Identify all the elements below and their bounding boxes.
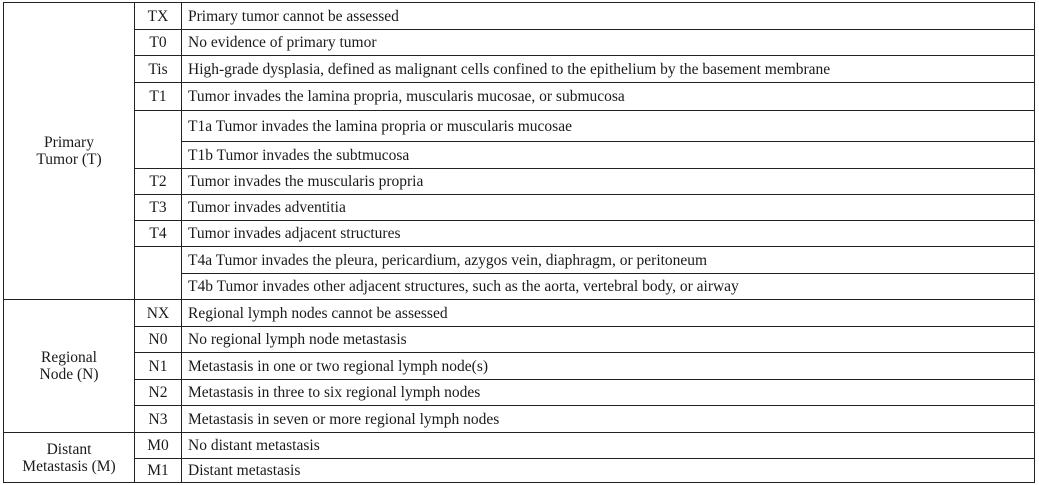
description-cell: Tumor invades adjacent structures xyxy=(182,221,1035,247)
description-cell: Metastasis in three to six regional lymph nodes xyxy=(182,380,1035,406)
description-cell: Tumor invades the muscularis propria xyxy=(182,169,1035,195)
table-row xyxy=(4,111,1035,142)
description-cell: High-grade dysplasia, defined as malignant cells confined to the epithelium by the basement membrane xyxy=(182,56,1035,83)
stage-code-cell: N2 xyxy=(135,380,182,406)
description-cell: T1a Tumor invades the lamina propria or muscularis mucosae xyxy=(182,111,1035,142)
table-row xyxy=(4,3,1035,30)
stage-code-cell: T4 xyxy=(135,221,182,247)
description-cell: Regional lymph nodes cannot be assessed xyxy=(182,300,1035,327)
description-cell: T4a Tumor invades the pleura, pericardium, azygos vein, diaphragm, or peritoneum xyxy=(182,247,1035,274)
empty-code-cell xyxy=(135,247,182,300)
empty-code-cell xyxy=(135,111,182,169)
stage-code-cell: T1 xyxy=(135,83,182,111)
table-row xyxy=(4,406,1035,433)
stage-code-cell: NX xyxy=(135,300,182,327)
table-row xyxy=(4,327,1035,353)
table-row xyxy=(4,300,1035,327)
stage-code-cell: TX xyxy=(135,3,182,30)
category-cell: Primary Tumor (T) xyxy=(4,3,135,300)
table-row xyxy=(4,247,1035,274)
description-cell: Metastasis in seven or more regional lymph nodes xyxy=(182,406,1035,433)
stage-code-cell: T0 xyxy=(135,30,182,56)
table-row xyxy=(4,380,1035,406)
tnm-staging-table xyxy=(3,2,1035,483)
table-row xyxy=(4,83,1035,111)
description-cell: No evidence of primary tumor xyxy=(182,30,1035,56)
description-cell: T4b Tumor invades other adjacent structures, such as the aorta, vertebral body, or airway xyxy=(182,274,1035,300)
table-row xyxy=(4,433,1035,459)
description-cell: Metastasis in one or two regional lymph node(s) xyxy=(182,353,1035,380)
category-cell: Regional Node (N) xyxy=(4,300,135,433)
description-cell: Primary tumor cannot be assessed xyxy=(182,3,1035,30)
table-row xyxy=(4,195,1035,221)
description-cell: No regional lymph node metastasis xyxy=(182,327,1035,353)
description-cell: No distant metastasis xyxy=(182,433,1035,459)
description-cell: Distant metastasis xyxy=(182,459,1035,483)
category-cell: Distant Metastasis (M) xyxy=(4,433,135,483)
table-row xyxy=(4,169,1035,195)
stage-code-cell: T2 xyxy=(135,169,182,195)
description-cell: T1b Tumor invades the subtmucosa xyxy=(182,142,1035,169)
description-cell: Tumor invades the lamina propria, muscularis mucosae, or submucosa xyxy=(182,83,1035,111)
table-row xyxy=(4,56,1035,83)
description-cell: Tumor invades adventitia xyxy=(182,195,1035,221)
stage-code-cell: N3 xyxy=(135,406,182,433)
stage-code-cell: M0 xyxy=(135,433,182,459)
table-row xyxy=(4,459,1035,483)
table-body xyxy=(4,3,1035,483)
table-row xyxy=(4,221,1035,247)
stage-code-cell: T3 xyxy=(135,195,182,221)
stage-code-cell: N1 xyxy=(135,353,182,380)
stage-code-cell: M1 xyxy=(135,459,182,483)
stage-code-cell: Tis xyxy=(135,56,182,83)
table-row xyxy=(4,30,1035,56)
stage-code-cell: N0 xyxy=(135,327,182,353)
table-row xyxy=(4,353,1035,380)
